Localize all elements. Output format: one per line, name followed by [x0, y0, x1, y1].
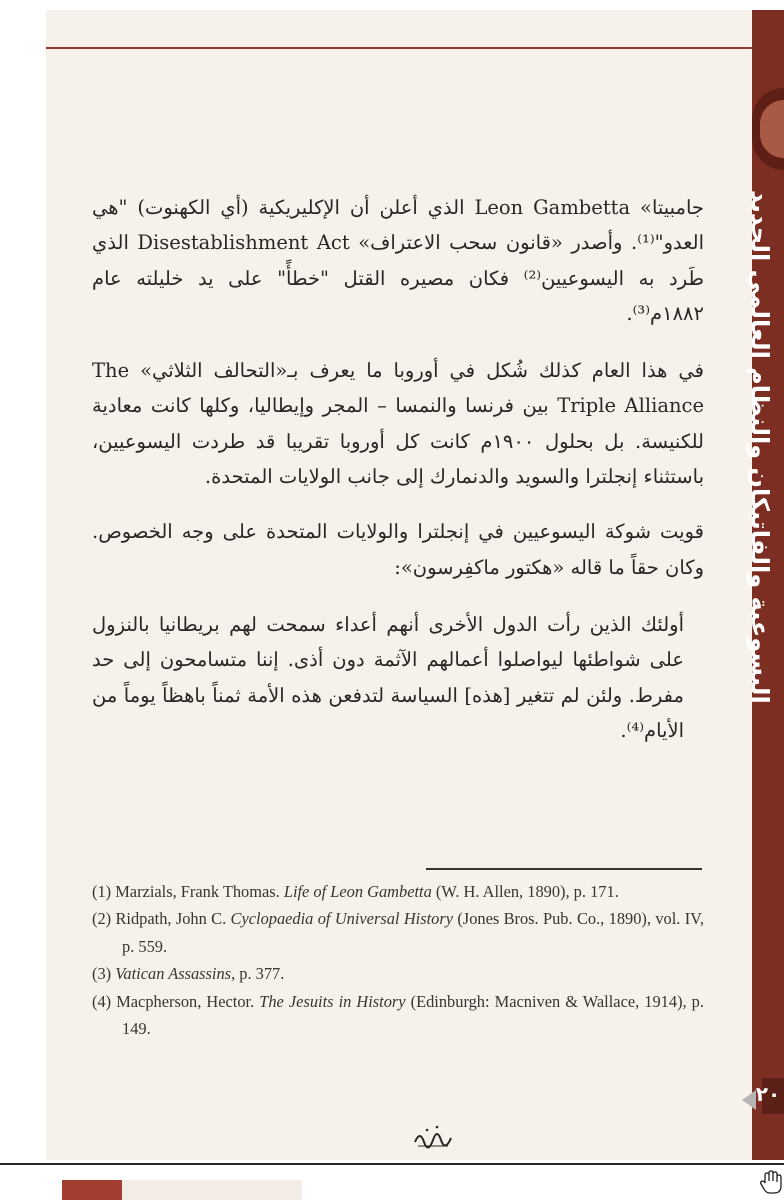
footnote-4	[92, 988, 704, 1043]
footnote-number: (2)	[92, 909, 112, 929]
block-quote: أولئك الذين رأت الدول الأخرى أنهم أعداء سمحت لهم بريطانيا بالنزول على شواطئها ليواصلوا أعمالهم الآثمة دون أذى. إننا متسامحون إلى حد مفرط. ولئن لم تتغير [هذه] السياسة لتدفعن هذه الأمة ثمناً باهظاً يوماً من الأيام⁽⁴⁾.	[92, 612, 684, 742]
publisher-logo	[412, 1122, 454, 1152]
paragraph-1: جامبيتا» Leon Gambetta الذي أعلن أن الإكليريكية (أي الكهنوت) "هي العدو"⁽¹⁾. وأصدر «قانون سحب الاعتراف» Disestablishment Act الذي طَرد به اليسوعيين⁽²⁾ فكان مصيره القتل "خطأً" على يد خليلته عام ١٨٨٢م⁽³⁾.	[92, 196, 705, 325]
scan-margin	[0, 0, 46, 1160]
footnote-title: Vatican Assassins	[115, 964, 232, 984]
body-text	[92, 190, 704, 748]
paragraph-3: قويت شوكة اليسوعيين في إنجلترا والولايات المتحدة على وجه الخصوص. وكان حقاً ما قاله «هكتور ماكفِرسون»:	[92, 520, 704, 579]
footnote-details: , p. 377.	[231, 964, 285, 984]
footnote-2	[92, 905, 704, 960]
page-arrow-icon	[742, 1090, 756, 1110]
footnote-title: Cyclopaedia of Universal History	[230, 909, 453, 929]
footnote-title: The Jesuits in History	[259, 991, 406, 1011]
footnote-1	[92, 878, 704, 905]
footnote-number: (1)	[92, 882, 112, 901]
footnote-3	[92, 960, 704, 987]
footnotes	[92, 878, 704, 1042]
header-rule	[46, 47, 752, 49]
side-title	[746, 190, 784, 710]
footnote-rule	[426, 868, 702, 870]
footnote-number: (3)	[92, 964, 112, 984]
footnote-author: Ridpath, John C.	[115, 909, 231, 929]
footnote-author: Marzials, Frank Thomas.	[115, 882, 284, 901]
next-page-band	[62, 1180, 122, 1200]
page-number: ٢٠	[755, 1082, 781, 1106]
paragraph-2: في هذا العام كذلك شُكل في أوروبا ما يعرف بـ«التحالف الثلاثي» The Triple Alliance بين فرنسا والنمسا – المجر وإيطاليا، وكلها كانت معادية للكنيسة. بل بحلول ١٩٠٠م كانت كل أوروبا تقريبا قد طردت اليسوعيين، باستثناء إنجلترا والسويد والدنمارك إلى جانب الولايات المتحدة.	[92, 359, 704, 489]
footnote-author: Macpherson, Hector.	[116, 991, 260, 1011]
next-page-paper	[122, 1180, 302, 1200]
side-title-text: اليسوعية والفاتيكان والنظام العالمي الجديد	[746, 190, 774, 704]
footnote-details: (W. H. Allen, 1890), p. 171.	[431, 882, 619, 901]
footnote-details: (Jones Bros. Pub. Co., 1890), vol. IV, p. 559.	[122, 909, 704, 956]
footnote-details: (Edinburgh: Macniven & Wallace, 1914), p. 149.	[122, 991, 704, 1039]
hand-cursor-icon[interactable]	[760, 1170, 782, 1194]
footnote-title: Life of Leon Gambetta	[283, 882, 432, 901]
footnote-number: (4)	[92, 991, 112, 1011]
